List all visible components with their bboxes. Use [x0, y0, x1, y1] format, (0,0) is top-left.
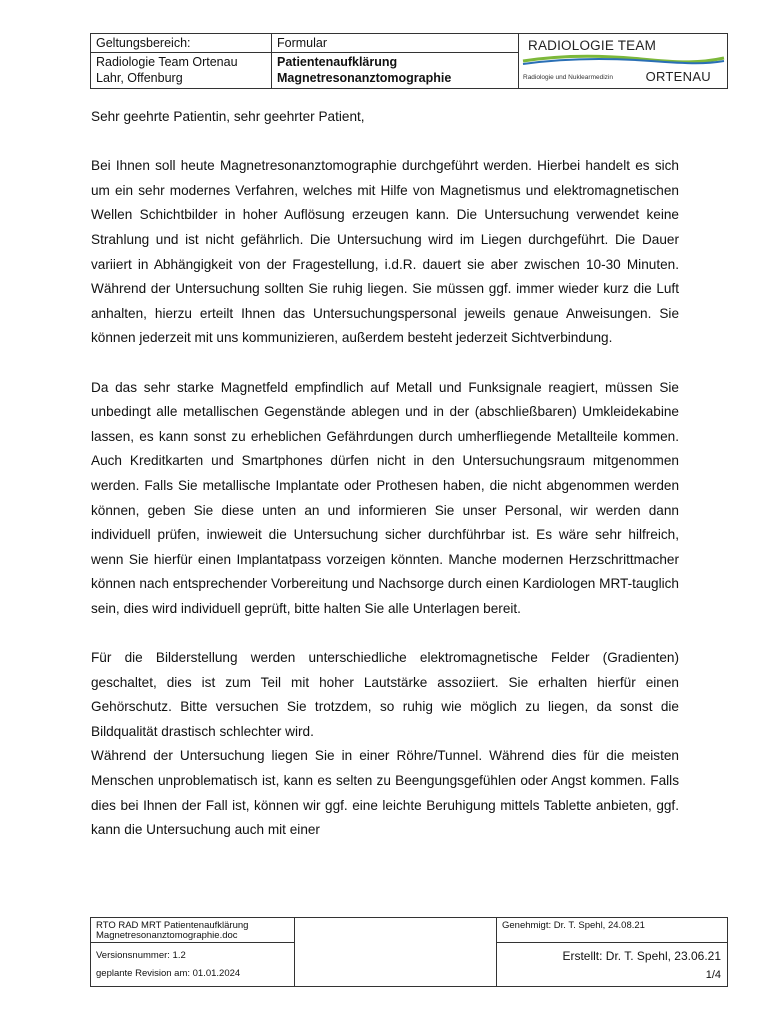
footer-doc-cell — [91, 918, 295, 986]
paragraph-noise: Für die Bilderstellung werden unterschiedliche elektromagnetische Felder (Gradienten) geschaltet, dies ist zum Teil mit hoher Lautstärke assoziiert. Sie erhalten hierfür einen Gehörschutz. Bitte versuchen Sie trotzdem, so ruhig wie möglich zu liegen, da sonst die Bildqualität drastisch schlechter wird. — [91, 650, 679, 739]
scope-value-line1: Radiologie Team Ortenau — [96, 55, 238, 69]
paragraph-intro: Bei Ihnen soll heute Magnetresonanztomographie durchgeführt werden. Hierbei handelt es sich um ein sehr modernes Verfahren, welches mit Hilfe von Magnetismus und elektromagnetischen Wellen Schichtbilder in hoher Auflösung erzeugen kann. Die Untersuchung verwendet keine Strahlung und ist nicht gefährlich. Die Untersuchung wird im Liegen durchgeführt. Die Dauer variiert in Abhängigkeit von der Fragestellung, i.d.R. dauert sie aber zwischen 10-30 Minuten. Während der Untersuchung sollten Sie ruhig liegen. Sie müssen ggf. immer wieder kurz die Luft anhalten, hierzu erteilt Ihnen das Untersuchungspersonal jeweils genaue Anweisungen. Sie können jederzeit mit uns kommunizieren, außerdem besteht jederzeit Sichtverbindung. — [91, 158, 679, 346]
footer-approved: Genehmigt: Dr. T. Spehl, 24.08.21 — [502, 920, 645, 931]
document-title-line2: Magnetresonanztomographie — [277, 71, 452, 85]
page-number: 1/4 — [705, 969, 721, 981]
logo-title: RADIOLOGIE TEAM — [528, 38, 657, 53]
scope-label: Geltungsbereich: — [96, 36, 191, 50]
logo-subtitle: Radiologie und Nuklearmedizin — [523, 74, 613, 81]
document-title-line1: Patientenaufklärung — [277, 55, 398, 69]
footer-doc-name-line1: RTO RAD MRT Patientenaufklärung — [96, 920, 249, 931]
salutation: Sehr geehrte Patientin, sehr geehrter Patient, — [91, 109, 365, 124]
logo-region: ORTENAU — [645, 69, 711, 84]
footer-approval-cell — [497, 918, 727, 986]
document-header — [90, 33, 728, 89]
footer-doc-name-line2: Magnetresonanztomographie.doc — [96, 930, 238, 941]
footer-created: Erstellt: Dr. T. Spehl, 23.06.21 — [562, 949, 721, 963]
paragraph-metal: Da das sehr starke Magnetfeld empfindlich auf Metall und Funksignale reagiert, müssen Sie unbedingt alle metallischen Gegenstände ablegen und in der (abschließbaren) Umkleidekabine lassen, es kann sonst zu erheblichen Gefährdungen durch umherfliegende Metallteile kommen. Auch Kreditkarten und Smartphones dürfen nicht in den Untersuchungsraum mitgenommen werden. Falls Sie metallische Implantate oder Prothesen haben, die nicht abgenommen werden können, geben Sie diese unten an und informieren Sie unser Personal, wir werden dann individuell prüfen, inwieweit die Untersuchung sicher durchführbar ist. Es wäre sehr hilfreich, wenn Sie hierfür einen Implantatpass vorzeigen könnten. Manche modernen Herzschrittmacher können nach entsprechender Vorbereitung und Nachsorge durch einen Kardiologen MRT-tauglich sein, dies wird individuell geprüft, bitte halten Sie alle Unterlagen bereit. — [91, 379, 679, 616]
document-footer — [90, 917, 728, 987]
document-type: Formular — [277, 36, 328, 50]
logo-wave-icon — [521, 52, 726, 66]
footer-version: Versionsnummer: 1.2 — [96, 950, 186, 961]
scope-value-line2: Lahr, Offenburg — [96, 71, 183, 85]
scope-cell — [91, 34, 272, 88]
paragraph-tunnel: Während der Untersuchung liegen Sie in einer Röhre/Tunnel. Während dies für die meisten Menschen unproblematisch ist, kann es selten zu Beengungsgefühlen oder Angst kommen. Falls dies bei Ihnen der Fall ist, können wir ggf. eine leichte Beruhigung mittels Tablette anbieten, ggf. kann die Untersuchung auch mit einer — [91, 748, 679, 838]
logo-cell — [519, 34, 727, 88]
letter-body — [91, 105, 679, 843]
footer-revision: geplante Revision am: 01.01.2024 — [96, 968, 241, 979]
footer-blank-cell — [295, 918, 497, 986]
title-cell — [272, 34, 519, 88]
